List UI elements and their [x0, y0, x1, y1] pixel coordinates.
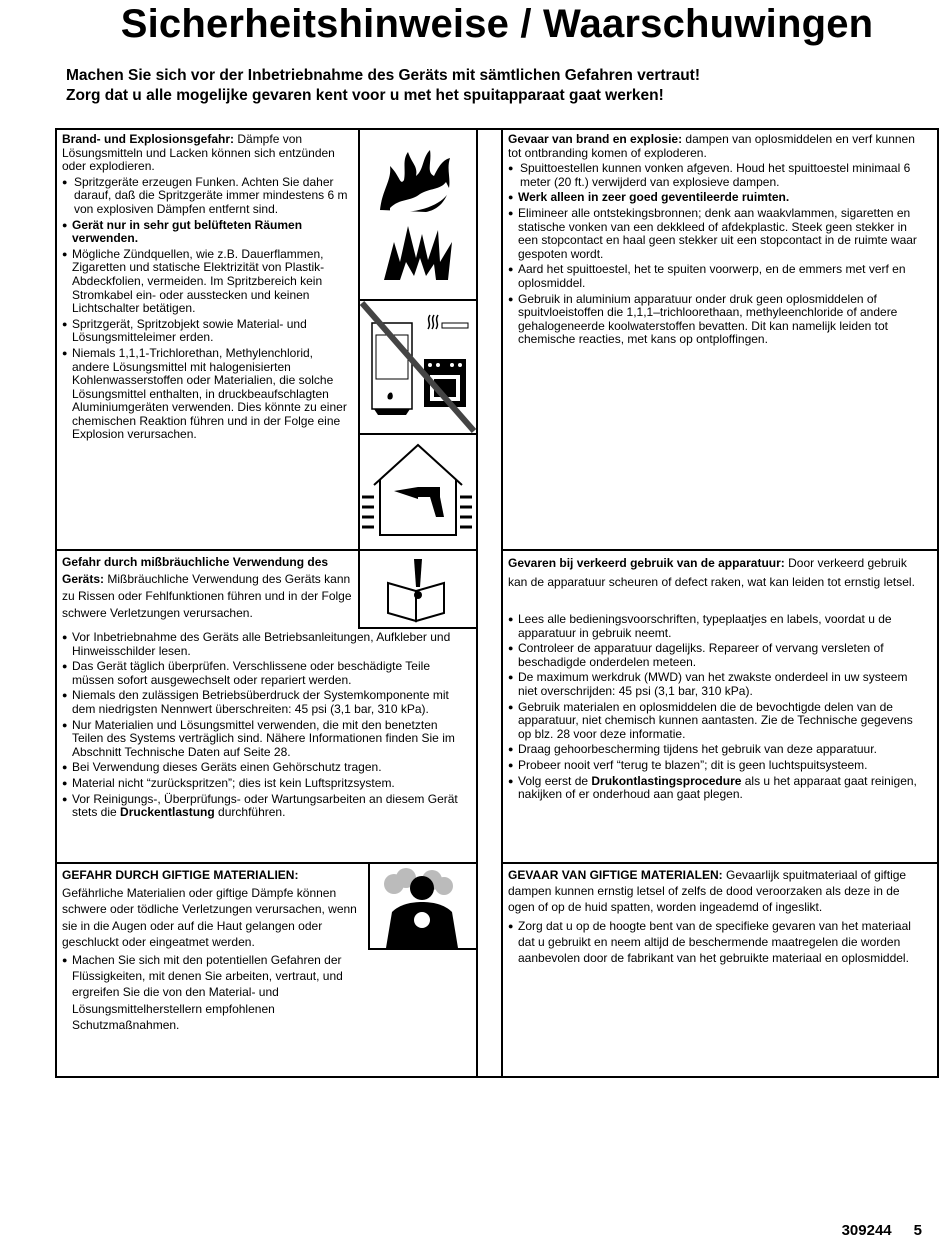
read-manual-icon-box — [358, 549, 478, 629]
list-item: ● Gebruik materialen en oplosmiddelen die de bevochtigde delen van de apparatuur, niet chemisch kunnen aantasten. Zie de Technische gegevens op blz. 28 voor deze informatie. — [508, 701, 928, 742]
list-item: ● De maximum werkdruk (MWD) van het zwakste onderdeel in uw systeem niet overschrijden: 45 psi (3,1 bar, 310 kPa). — [508, 671, 928, 698]
page-footer — [820, 1222, 922, 1239]
ventilation-spray-gun-icon — [360, 435, 476, 549]
flames-icon-box — [358, 128, 478, 301]
list-item: ● Mögliche Zündquellen, wie z.B. Dauerflammen, Zigaretten und statische Elektrizität von Plastik-Abdeckfolien, vermeiden. Im Spritzbereich kein Stromkabel ein- oder ausstecken und keinen Lichtschalter betätigen. — [62, 248, 353, 316]
no-ignition-sources-icon-box — [358, 299, 478, 435]
intro-de: Machen Sie sich vor der Inbetriebnahme des Geräts mit sämtlichen Gefahren vertraut! — [66, 67, 700, 84]
list-item: ● Probeer nooit verf “terug te blazen”; dit is geen luchtspuitsysteem. — [508, 759, 928, 773]
misuse-list-nl — [503, 610, 933, 807]
list-item: ● Nur Materialien und Lösungsmittel verwenden, die mit den benetzten Teilen des Systems verträglich sind. Nähere Informationen finden Sie im Abschnitt Technische Daten auf Seite 28. — [62, 719, 471, 760]
list-item: ● Material nicht “zurückspritzen”; dies ist kein Luftspritzsystem. — [62, 777, 471, 791]
page-title: Sicherheitshinweise / Waarschuwingen — [120, 2, 874, 46]
list-item: ● Bei Verwendung dieses Geräts einen Gehörschutz tragen. — [62, 761, 471, 775]
list-item: ● Niemals den zulässigen Betriebsüberdruck der Systemkomponente mit dem niedrigsten Nennwert überschreiten: 45 psi (3,1 bar, 310 kPa). — [62, 689, 471, 716]
list-item: ● Vor Inbetriebnahme des Geräts alle Betriebsanleitungen, Aufkleber und Hinweisschilder lesen. — [62, 631, 471, 658]
list-item: ● Gebruik in aluminium apparatuur onder druk geen oplosmiddelen of spuitvloeistoffen die 1,1,1–trichloorethaan, methyleenchloride of andere gehalogeneerde koolwaterstoffen bevatten. Dit kan namelijk leiden tot chemische reacties, met kans op ontploffingen. — [508, 293, 928, 347]
misuse-list-de — [57, 628, 476, 825]
list-item: ● Vor Reinigungs-, Überprüfungs- oder Wartungsarbeiten an diesem Gerät stets die Druckentlastung durchführen. — [62, 793, 471, 820]
toxic-icon-box — [368, 862, 478, 950]
list-item: ● Zorg dat u op de hoogte bent van de specifieke gevaren van het materiaal dat u gebruikt en neem altijd de beschermende maatregelen die worden aanbevolen door de fabrikant van het gebruikte materiaal en oplosmiddel. — [508, 918, 928, 967]
page-number: 5 — [913, 1222, 922, 1239]
toxic-warning-de: GEFAHR DURCH GIFTIGE MATERIALIEN: Gefährliche Materialien oder giftige Dämpfe können schwere oder tödliche Verletzungen verursachen, wenn sie in die Augen oder auf die Haut gelangen oder geschluckt oder eingeatmet werden. ● Machen Sie sich mit den potentiellen Gefahren der Flüssigkeiten, mit denen Sie arbeiten, vertraut, und ergreifen Sie die von den Material- und Lösungsmittelherstellern empfohlenen Schutzmaßnahmen. — [57, 864, 368, 1038]
fire-warning-de: Brand- und Explosionsgefahr: Dämpfe von Lösungsmitteln und Lacken können sich entzünden oder explodieren. ● Spritzgeräte erzeugen Funken. Achten Sie daher darauf, daß die Spritzgeräte immer mindestens 6 m von explosiven Dämpfen entfernt sind. ● Gerät nur in sehr gut belüfteten Räumen verwenden. ● Mögliche Zündquellen, wie z.B. Dauerflammen, Zigaretten und statische Elektrizität von Plastik-Abdeckfolien, vermeiden. Im Spritzbereich kein Stromkabel ein- oder ausstecken und keinen Lichtschalter betätigen. ● Spritzgerät, Spritzobjekt sowie Material- und Lösungsmitteleimer erden. ● Niemals 1,1,1-Trichlorethan, Methylenchlorid, andere Lösungsmittel mit halogenisierten Kohlenwasserstoffen oder Materialien, die solche Lösungsmittel enthalten, in druckbeaufschlagten Aluminiumgeräten verwenden. Dies könnte zu einer chemischen Reaktion führen und in der Folge eine Explosion verursachen. — [57, 130, 358, 447]
toxic-fumes-icon — [370, 864, 476, 948]
list-item: ● Draag gehoorbescherming tijdens het gebruik van deze apparatuur. — [508, 743, 928, 757]
fire-warning-nl: Gevaar van brand en explosie: dampen van oplosmiddelen en verf kunnen tot ontbranding komen of exploderen. ● Spuittoestellen kunnen vonken afgeven. Houd het spuittoestel minimaal 6 meter (20 ft.) verwijderd van explosieve dampen. ● Werk alleen in zeer goed geventileerde ruimten. ● Elimineer alle ontstekingsbronnen; denk aan waakvlammen, sigaretten en statische vonken van een dekkleed of afdekplastic. Steek geen stekker in een stopcontact en haal geen stekker uit een stopcontact in de ruimte waar gespoten wordt. ● Aard het spuittoestel, het te spuiten voorwerp, en de emmers met verf en oplosmiddel. ● Gebruik in aluminium apparatuur onder druk geen oplosmiddelen of spuitvloeistoffen die 1,1,1–trichloorethaan, methyleenchloride of andere gehalogeneerde koolwaterstoffen bevatten. Dit kan namelijk leiden tot chemische reacties, met kans op ontploffingen. — [503, 130, 933, 352]
list-item: ● Aard het spuittoestel, het te spuiten voorwerp, en de emmers met verf en oplosmiddel. — [508, 263, 928, 290]
ventilation-icon-box — [358, 433, 478, 551]
list-item: ● Lees alle bedieningsvoorschriften, typeplaatjes en labels, voordat u de apparatuur in gebruik neemt. — [508, 613, 928, 640]
list-item: ● Niemals 1,1,1-Trichlorethan, Methylenchlorid, andere Lösungsmittel mit halogenisierten Kohlenwasserstoffen oder Materialien, die solche Lösungsmittel enthalten, in druckbeaufschlagten Aluminiumgeräten verwenden. Dies könnte zu einer chemischen Reaktion führen und in der Folge eine Explosion verursachen. — [62, 347, 353, 442]
list-item: ● Das Gerät täglich überprüfen. Verschlissene oder beschädigte Teile müssen sofort ausgewechselt oder repariert werden. — [62, 660, 471, 687]
list-item: ● Spritzgerät, Spritzobjekt sowie Material- und Lösungsmitteleimer erden. — [62, 318, 353, 345]
list-item: ● Machen Sie sich mit den potentiellen Gefahren der Flüssigkeiten, mit denen Sie arbeiten, vertraut, und ergreifen Sie die von den Material- und Lösungsmittelherstellern empfohlenen Schutzmaßnahmen. — [62, 952, 363, 1033]
intro-nl: Zorg dat u alle mogelijke gevaren kent voor u met het spuitapparaat gaat werken! — [66, 87, 664, 104]
flames-icon — [360, 130, 476, 299]
document-number: 309244 — [841, 1222, 892, 1239]
misuse-intro-de: Gefahr durch mißbräuchliche Verwendung des Geräts: Mißbräuchliche Verwendung des Geräts kann zu Rissen oder Fehlfunktionen führen und in der Folge schwere Verletzungen verursachen. — [62, 555, 352, 620]
list-item: ● Volg eerst de Drukontlastingsprocedure als u het apparaat gaat reinigen, nakijken of er onderhoud aan gaat plegen. — [508, 775, 928, 802]
intro-warning — [66, 66, 700, 106]
list-item: ● Elimineer alle ontstekingsbronnen; denk aan waakvlammen, sigaretten en statische vonken van een dekkleed of afdekplastic. Steek geen stekker in een stopcontact en haal geen stekker uit een stopcontact in de ruimte waar gespoten wordt. — [508, 207, 928, 261]
toxic-warning-nl: GEVAAR VAN GIFTIGE MATERIALEN: Gevaarlijk spuitmateriaal of giftige dampen kunnen ernstig letsel of zelfs de dood veroorzaken als deze in de ogen of op de huid spatten, worden ingeademd of ingeslikt. ● Zorg dat u op de hoogte bent van de specifieke gevaren van het materiaal dat u gebruikt en neem altijd de beschermende maatregelen die worden aanbevolen door de fabrikant van het gebruikte materiaal en oplosmiddel. — [503, 864, 933, 971]
list-item: ● Spuittoestellen kunnen vonken afgeven. Houd het spuittoestel minimaal 6 meter (20 ft.) verwijderd van explosieve dampen. — [508, 162, 928, 189]
list-item: ● Gerät nur in sehr gut belüfteten Räumen verwenden. — [62, 219, 353, 246]
list-item: ● Spritzgeräte erzeugen Funken. Achten Sie daher darauf, daß die Spritzgeräte immer mindestens 6 m von explosiven Dämpfen entfernt sind. — [62, 176, 353, 217]
list-item: ● Werk alleen in zeer goed geventileerde ruimten. — [508, 191, 928, 205]
misuse-intro-nl: Gevaren bij verkeerd gebruik van de apparatuur: Door verkeerd gebruik kan de apparatuur scheuren of defect raken, wat kan leiden tot ernstig letsel. — [508, 556, 915, 589]
no-ignition-sources-icon — [360, 301, 476, 433]
read-manual-icon — [360, 551, 476, 627]
list-item: ● Controleer de apparatuur dagelijks. Repareer of vervang versleten of beschadigde onderdelen meteen. — [508, 642, 928, 669]
